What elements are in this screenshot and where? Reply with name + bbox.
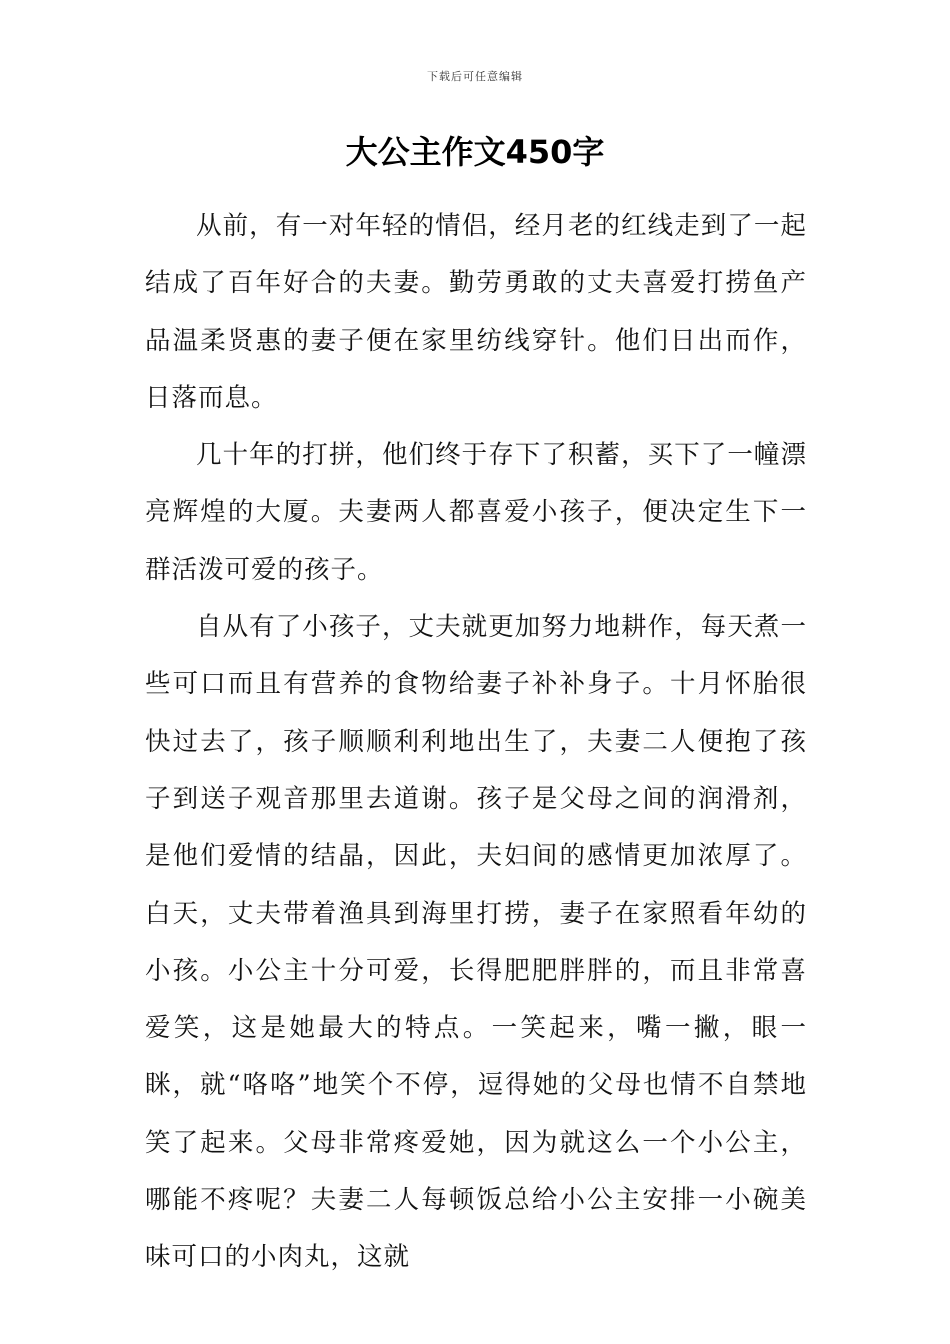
document-body xyxy=(145,198,807,1287)
paragraph: 自从有了小孩子，丈夫就更加努力地耕作，每天煮一些可口而且有营养的食物给妻子补补身子。十月怀胎很快过去了，孩子顺顺利利地出生了，夫妻二人便抱了孩子到送子观音那里去道谢。孩子是父母之间的润滑剂，是他们爱情的结晶，因此，夫妇间的感情更加浓厚了。白天，丈夫带着渔具到海里打捞，妻子在家照看年幼的小孩。小公主十分可爱，长得肥肥胖胖的，而且非常喜爱笑，这是她最大的特点。一笑起来，嘴一撇，眼一眯，就“咯咯”地笑个不停，逗得她的父母也情不自禁地笑了起来。父母非常疼爱她，因为就这么一个小公主，哪能不疼呢？夫妻二人每顿饭总给小公主安排一小碗美味可口的小肉丸，这就 xyxy=(145,612,807,1273)
document-title: 大公主作文450字 xyxy=(345,133,605,171)
paragraph: 从前，有一对年轻的情侣，经月老的红线走到了一起结成了百年好合的夫妻。勤劳勇敢的丈夫喜爱打捞鱼产品温柔贤惠的妻子便在家里纺线穿针。他们日出而作，日落而息。 xyxy=(145,211,807,413)
paragraph: 几十年的打拼，他们终于存下了积蓄，买下了一幢漂亮辉煌的大厦。夫妻两人都喜爱小孩子，便决定生下一群活泼可爱的孩子。 xyxy=(145,440,807,585)
header-note: 下载后可任意编辑 xyxy=(427,70,523,83)
